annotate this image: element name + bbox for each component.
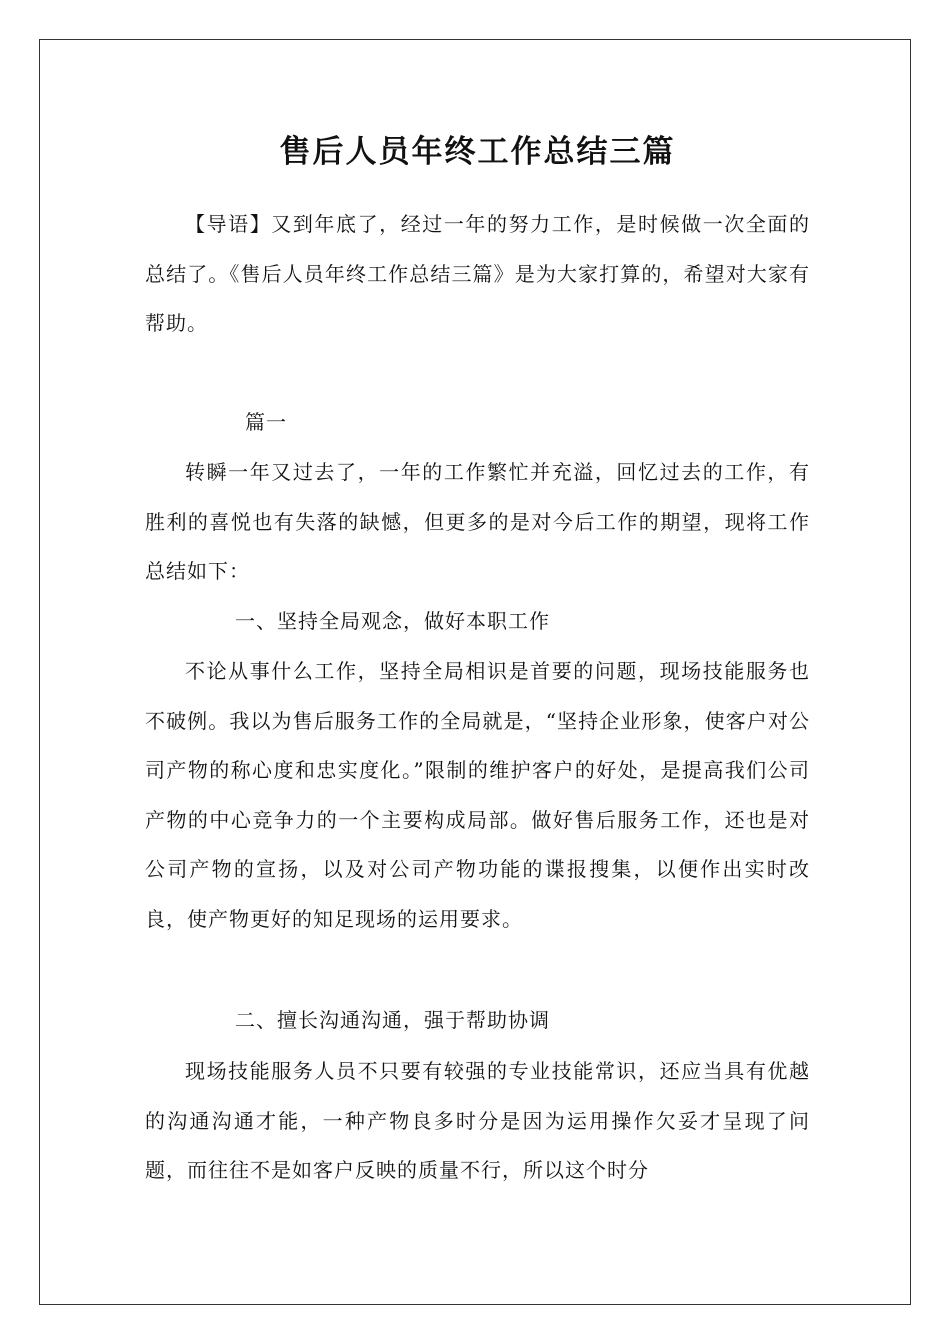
intro-paragraph: 【导语】又到年底了，经过一年的努力工作，是时候做一次全面的总结了。《售后人员年终工作总结三篇》是为大家打算的，希望对大家有帮助。 [145,212,810,335]
heading-1: 一、坚持全局观念，做好本职工作 [235,609,550,633]
heading-2: 二、擅长沟通沟通，强于帮助协调 [235,1008,550,1032]
section-label: 篇一 [245,410,287,434]
document-title: 售后人员年终工作总结三篇 [279,134,676,170]
paragraph-1: 转瞬一年又过去了，一年的工作繁忙并充溢，回忆过去的工作，有胜利的喜悦也有失落的缺憾，但更多的是对今后工作的期望，现将工作总结如下： [145,460,810,583]
paragraph-3: 现场技能服务人员不只要有较强的专业技能常识，还应当具有优越的沟通沟通才能，一种产物良多时分是因为运用操作欠妥才呈现了问题，而往往不是如客户反映的质量不行，所以这个时分 [145,1059,810,1182]
paragraph-2: 不论从事什么工作，坚持全局相识是首要的问题，现场技能服务也不破例。我以为售后服务工作的全局就是，“坚持企业形象，使客户对公司产物的称心度和忠实度化。”限制的维护客户的好处，是提高我们公司产物的中心竞争力的一个主要构成局部。做好售后服务工作，还也是对公司产物的宣扬，以及对公司产物功能的谍报搜集，以便作出实时改良，使产物更好的知足现场的运用要求。 [145,659,810,931]
